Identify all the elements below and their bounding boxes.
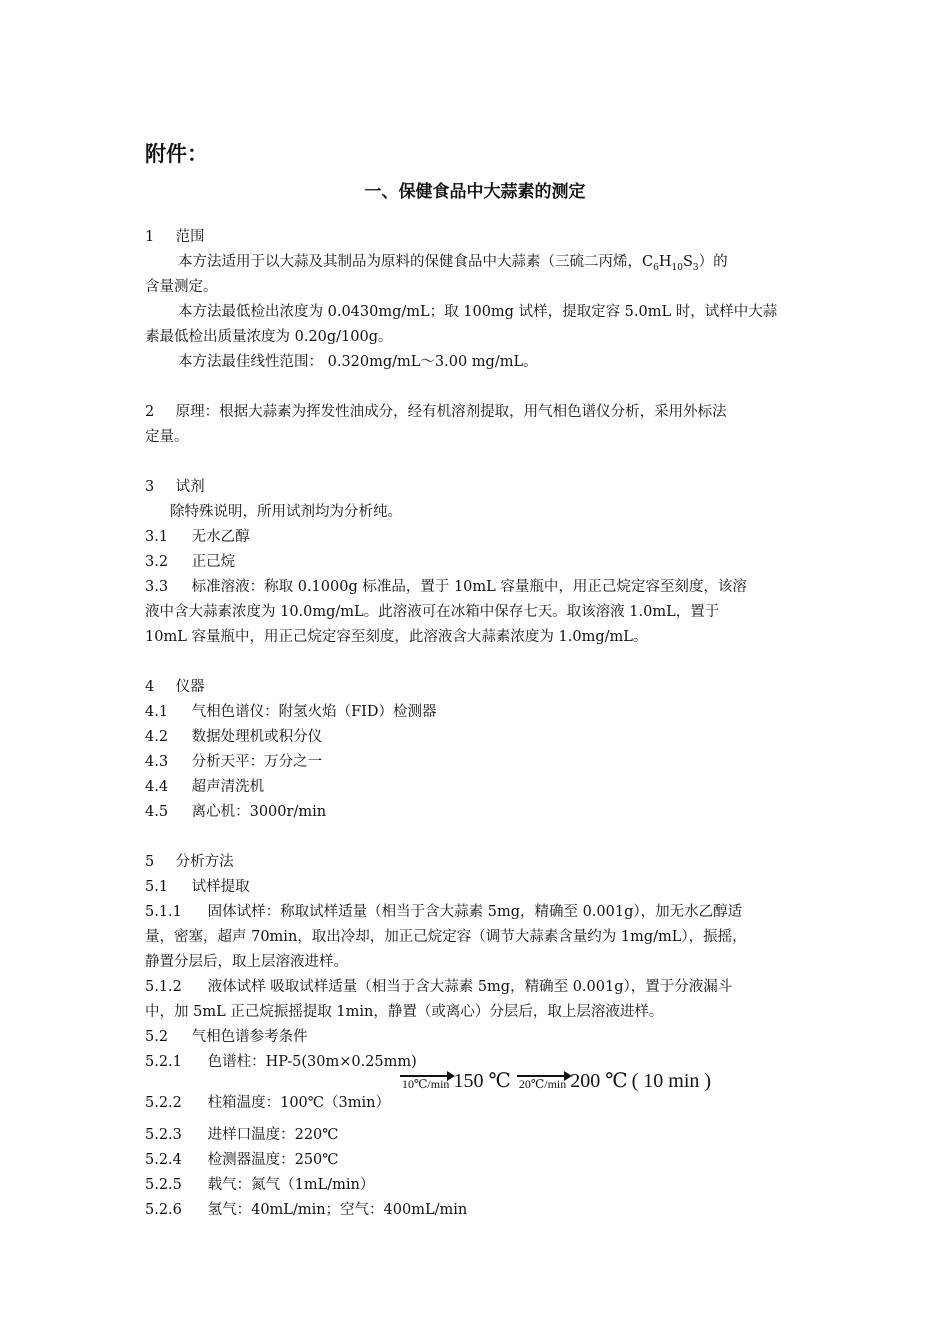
section-title: 范围: [175, 229, 205, 245]
section-4-heading: [145, 676, 205, 698]
item-text: 离心机：3000r/min: [191, 804, 327, 820]
item-text: 液体试样 吸取试样适量（相当于含大蒜素 5mg，精确至 0.001g），置于分液漏斗: [207, 979, 733, 995]
subsection-heading: [145, 876, 250, 898]
item-number: 5.2: [145, 1029, 169, 1045]
section-title: 分析方法: [175, 854, 234, 870]
item-text: 柱箱温度：100℃（3min）: [207, 1095, 390, 1111]
ramp-rate-label: 10℃/min: [402, 1077, 450, 1091]
ramp-rate: [515, 1067, 570, 1092]
instrument-item: [145, 726, 322, 748]
section-number: 3: [145, 479, 155, 495]
paragraph-text: 本方法适用于以大蒜及其制品为原料的保健食品中大蒜素（三硫二丙烯，C: [178, 254, 654, 270]
reagent-item-continuation: 10mL 容量瓶中，用正己烷定容至刻度，此溶液含大蒜素浓度为 1.0mg/mL。: [145, 629, 648, 645]
item-text: 色谱柱：HP-5(30m×0.25mm): [207, 1054, 417, 1070]
item-number: 4.3: [145, 754, 169, 770]
item-text: 正己烷: [191, 554, 236, 570]
arrow-icon: [400, 1075, 453, 1077]
section-2-line-2: 定量。: [145, 429, 189, 445]
method-step-continuation: 量，密塞，超声 70min，取出冷却，加正己烷定容（调节大蒜素含量约为 1mg/mL），振摇，: [145, 929, 747, 945]
item-text: 进样口温度：220℃: [207, 1127, 339, 1143]
ramp-rate-label: 20℃/min: [518, 1077, 567, 1091]
arrow-icon: [517, 1075, 570, 1077]
hold-time: ( 10 min ): [631, 1070, 712, 1092]
item-number: 5.1.2: [145, 979, 182, 995]
section-title: 试剂: [175, 479, 205, 495]
instrument-item: [145, 701, 437, 723]
item-text: 检测器温度：250℃: [207, 1152, 339, 1168]
item-text: 气相色谱仪：附氢火焰（FID）检测器: [191, 704, 437, 720]
reagent-item: [145, 551, 235, 573]
section-number: 1: [145, 229, 155, 245]
document-title: 一、保健食品中大蒜素的测定: [364, 182, 586, 202]
reagent-item: [145, 526, 250, 548]
item-number: 5.1.1: [145, 904, 182, 920]
scope-paragraph-1-line-1: [178, 251, 728, 279]
section-2-line-1: [145, 401, 727, 423]
gc-condition: [145, 1124, 339, 1146]
item-text: 固体试样：称取试样适量（相当于含大蒜素 5mg，精确至 0.001g），加无水乙醇适: [207, 904, 743, 920]
section-5-heading: [145, 851, 234, 873]
subsection-heading: [145, 1026, 308, 1048]
item-text: 标准溶液：称取 0.1000g 标准品，置于 10mL 容量瓶中，用正己烷定容至刻度，该溶: [191, 579, 747, 595]
instrument-item: [145, 801, 326, 823]
formula-subscript: 6: [653, 262, 659, 273]
target-temperature: 200 ℃: [570, 1070, 628, 1092]
item-number: 3.3: [145, 579, 169, 595]
formula-subscript: 10: [671, 262, 683, 273]
method-step-continuation: 静置分层后，取上层溶液进样。: [145, 954, 348, 970]
gc-condition: [145, 1092, 390, 1114]
gc-condition: [145, 1199, 467, 1221]
ramp-segment: [398, 1067, 453, 1093]
reagent-item-continuation: 液中含大蒜素浓度为 10.0mg/mL。此溶液可在冰箱中保存七天。取该溶液 1.0mL，置于: [145, 604, 720, 620]
item-number: 4.4: [145, 779, 169, 795]
item-number: 5.2.2: [145, 1095, 182, 1111]
scope-paragraph-3: 本方法最佳线性范围： 0.320mg/mL～3.00 mg/mL。: [178, 354, 538, 370]
item-text: 气相色谱参考条件: [191, 1029, 308, 1045]
gc-condition: [145, 1051, 417, 1073]
method-step-continuation: 中，加 5mL 正己烷振摇提取 1min，静置（或离心）分层后，取上层溶液进样。: [145, 1004, 664, 1020]
item-text: 试样提取: [191, 879, 250, 895]
item-text: 超声清洗机: [191, 779, 265, 795]
method-step: [145, 976, 732, 998]
section-number: 4: [145, 679, 155, 695]
gc-condition: [145, 1174, 374, 1196]
item-number: 5.2.1: [145, 1054, 182, 1070]
gc-condition: [145, 1149, 339, 1171]
item-text: 数据处理机或积分仪: [191, 729, 323, 745]
method-step: [145, 901, 742, 923]
reagent-item: [145, 576, 747, 598]
ramp-rate: [398, 1067, 453, 1092]
scope-paragraph-2-line-2: 素最低检出质量浓度为 0.20g/100g。: [145, 329, 393, 345]
formula-element: H: [658, 254, 672, 270]
instrument-item: [145, 776, 264, 798]
formula-subscript: 3: [692, 262, 699, 273]
section-number: 2: [145, 404, 155, 420]
item-number: 5.2.4: [145, 1152, 182, 1168]
attachment-heading: 附件：: [145, 142, 208, 166]
item-number: 4.2: [145, 729, 169, 745]
ramp-segment: [515, 1067, 570, 1093]
item-number: 5.2.3: [145, 1127, 182, 1143]
instrument-item: [145, 751, 322, 773]
item-text: 分析天平：万分之一: [191, 754, 323, 770]
item-number: 4.5: [145, 804, 169, 820]
target-temperature: 150 ℃: [453, 1070, 511, 1092]
item-number: 5.2.5: [145, 1177, 182, 1193]
item-text: 载气：氮气（1mL/min）: [207, 1177, 375, 1193]
section-title: 仪器: [175, 679, 205, 695]
item-number: 5.2.6: [145, 1202, 182, 1218]
temperature-program: [398, 1067, 715, 1107]
paragraph-text: ）的: [698, 254, 728, 270]
scope-paragraph-2-line-1: 本方法最低检出浓度为 0.0430mg/mL；取 100mg 试样，提取定容 5.0mL 时，试样中大蒜: [178, 304, 778, 320]
paragraph-text: 原理：根据大蒜素为挥发性油成分，经有机溶剂提取，用气相色谱仪分析，采用外标法: [175, 404, 727, 420]
section-3-heading: [145, 476, 205, 498]
item-number: 3.1: [145, 529, 169, 545]
item-number: 5.1: [145, 879, 169, 895]
item-number: 4.1: [145, 704, 169, 720]
section-1-heading: [145, 226, 205, 248]
scope-paragraph-1-line-2: 含量测定。: [145, 279, 218, 295]
item-number: 3.2: [145, 554, 169, 570]
item-text: 氢气：40mL/min；空气：400mL/min: [207, 1202, 468, 1218]
section-number: 5: [145, 854, 155, 870]
formula-element: S: [682, 254, 693, 270]
reagents-intro: 除特殊说明，所用试剂均为分析纯。: [170, 504, 402, 520]
item-text: 无水乙醇: [191, 529, 250, 545]
